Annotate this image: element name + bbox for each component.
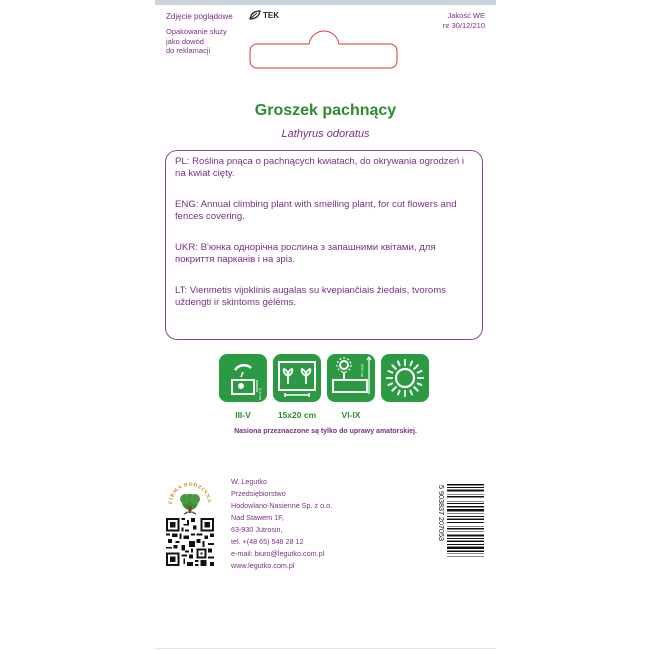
barcode-bar <box>447 531 484 532</box>
description-eng: ENG: Annual climbing plant with smelling plant, for cut flowers and fences covering. <box>175 199 457 222</box>
barcode <box>435 483 485 566</box>
barcode-bar <box>447 506 484 508</box>
family-firm-logo <box>166 478 214 518</box>
company-name: W. Legutko <box>231 477 267 486</box>
quality-info <box>420 11 485 30</box>
description-lt: LT: Vienmetis vijoklinis augalas su kvepiančiais žiedais, tvoroms uždengti ir skintoms gėlėms. <box>175 285 447 308</box>
sowing-time-icon <box>219 354 267 402</box>
sowing-depth-label: 3-4 cm <box>258 388 263 401</box>
barcode-bar <box>447 518 484 520</box>
packet-top-edge <box>155 0 496 5</box>
spacing-icon <box>273 354 321 402</box>
barcode-bar <box>447 496 484 498</box>
company-line: Hodowlano-Nasienne Sp. z o.o. <box>231 501 333 510</box>
barcode-bar <box>447 494 484 495</box>
barcode-bar <box>447 513 484 514</box>
barcode-bar <box>447 528 484 530</box>
company-phone: tel. +(48 65) 548 28 12 <box>231 537 304 546</box>
barcode-bar <box>447 556 484 557</box>
barcode-bar <box>447 544 484 545</box>
product-latin-name: Lathyrus odoratus <box>281 128 370 140</box>
barcode-bar <box>447 484 484 486</box>
barcode-bar <box>447 522 484 523</box>
spacing-caption: 15x20 cm <box>277 410 317 420</box>
amateur-use-note: Nasiona przeznaczone są tylko do uprawy amatorskiej. <box>234 428 417 435</box>
tek-label: TEK <box>263 10 279 20</box>
quality-line: Jakość WE <box>447 11 485 20</box>
description-box <box>165 150 483 340</box>
sowing-time-caption: III-V <box>235 410 251 420</box>
complaint-note-line: jako dowód <box>166 36 204 46</box>
barcode-digits: 5 903837 207053 <box>437 485 446 541</box>
leaf-icon <box>249 10 261 20</box>
company-email: e-mail: biuro@legutko.com.pl <box>231 549 325 558</box>
barcode-bar <box>447 553 484 554</box>
complaint-note-line: Opakowanie służy <box>166 27 227 36</box>
barcode-bar <box>447 534 484 536</box>
barcode-bar <box>447 526 484 527</box>
barcode-bar <box>447 487 484 488</box>
flowering-time-icon <box>327 354 375 402</box>
qr-code <box>166 518 214 566</box>
flowering-time-caption: VI-IX <box>341 410 361 420</box>
quality-line: nr 30/12/210 <box>442 20 485 30</box>
tek-mark <box>249 10 279 20</box>
description-pl: PL: Roślina pnąca o pachnących kwiatach, do okrywania ogrodzeń i na kwiat cięty. <box>175 156 465 179</box>
logo-text: FIRMA RODZINNA <box>167 481 213 505</box>
barcode-bar <box>447 538 484 539</box>
photo-label: Zdjęcie poglądowe <box>166 12 233 21</box>
barcode-bar <box>447 489 484 491</box>
complaint-note <box>166 27 246 56</box>
barcode-bar <box>447 540 484 542</box>
barcode-bar <box>447 509 484 511</box>
company-website: www.legutko.com.pl <box>231 561 295 570</box>
company-address: 63-930 Jutrosin, <box>231 525 283 534</box>
full-sun-icon <box>381 354 429 402</box>
barcode-bar <box>447 501 484 502</box>
barcode-bar <box>447 550 484 552</box>
plant-height-label: 200 cm <box>360 364 365 378</box>
description-ukr: UKR: В'юнка однорічна рослина з запашними квітами, для покриття парканів і на зріз. <box>175 242 436 265</box>
hang-tab-outline <box>249 30 398 70</box>
barcode-bar <box>447 503 484 504</box>
product-title: Groszek pachnący <box>254 102 397 119</box>
complaint-note-line: do reklamacji <box>166 46 211 55</box>
barcode-bar <box>447 547 484 549</box>
company-line: Przedsiębiorstwo <box>231 489 286 498</box>
company-info <box>231 476 332 572</box>
company-address: Nad Stawem 1F, <box>231 513 284 522</box>
packet-bottom-edge <box>155 648 496 649</box>
barcode-bar <box>447 516 484 517</box>
